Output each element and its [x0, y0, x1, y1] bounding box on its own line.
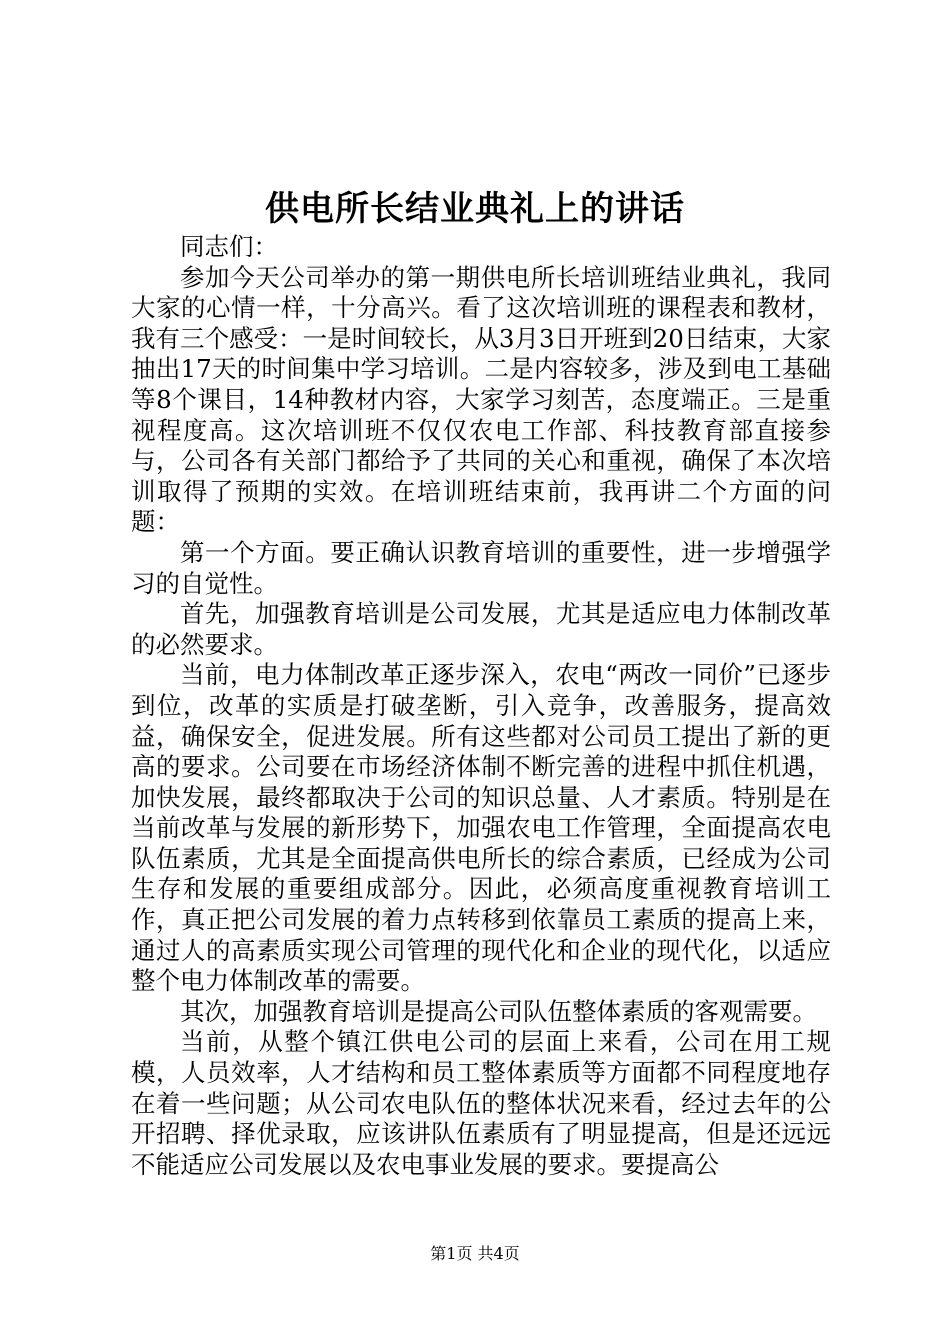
- body-paragraph: 当前，电力体制改革正逐步深入，农电“两改一同价”已逐步到位，改革的实质是打破垄断，引入竞争，改善服务，提高效益，确保安全，促进发展。所有这些都对公司员工提出了新的更高的要求。公司要在市场经济体制不断完善的进程中抓住机遇，加快发展，最终都取决于公司的知识总量、人才素质。特别是在当前改革与发展的新形势下，加强农电工作管理，全面提高农电队伍素质，尤其是全面提高供电所长的综合素质，已经成为公司生存和发展的重要组成部分。因此，必须高度重视教育培训工作，真正把公司发展的着力点转移到依靠员工素质的提高上来，通过人的高素质实现公司管理的现代化和企业的现代化，以适应整个电力体制改革的需要。: [131, 660, 831, 996]
- salutation-paragraph: 同志们：: [180, 232, 278, 261]
- body-paragraph: 第一个方面。要正确认识教育培训的重要性，进一步增强学习的自觉性。: [131, 537, 831, 598]
- body-paragraph: 首先，加强教育培训是公司发展，尤其是适应电力体制改革的必然要求。: [131, 599, 831, 659]
- body-paragraph: 其次，加强教育培训是提高公司队伍整体素质的客观需要。: [180, 996, 817, 1026]
- document-title: 供电所长结业典礼上的讲话: [265, 189, 685, 229]
- body-paragraph: 当前，从整个镇江供电公司的层面上来看，公司在用工规模，人员效率，人才结构和员工整体素质等方面都不同程度地存在着一些问题；从公司农电队伍的整体状况来看，经过去年的公开招聘、择优录取，应该讲队伍素质有了明显提高，但是还远远不能适应公司发展以及农电事业发展的要求。要提高公: [131, 1027, 831, 1179]
- body-paragraph: 参加今天公司举办的第一期供电所长培训班结业典礼，我同大家的心情一样，十分高兴。看了这次培训班的课程表和教材，我有三个感受：一是时间较长，从3月3日开班到20日结束，大家抽出17天的时间集中学习培训。二是内容较多，涉及到电工基础等8个课目，14种教材内容，大家学习刻苦，态度端正。三是重视程度高。这次培训班不仅仅农电工作部、科技教育部直接参与，公司各有关部门都给予了共同的关心和重视，确保了本次培训取得了预期的实效。在培训班结束前，我再讲二个方面的问题：: [131, 262, 831, 537]
- page-number-footer: 第1页 共4页: [430, 1244, 520, 1263]
- document-body: [131, 232, 831, 1180]
